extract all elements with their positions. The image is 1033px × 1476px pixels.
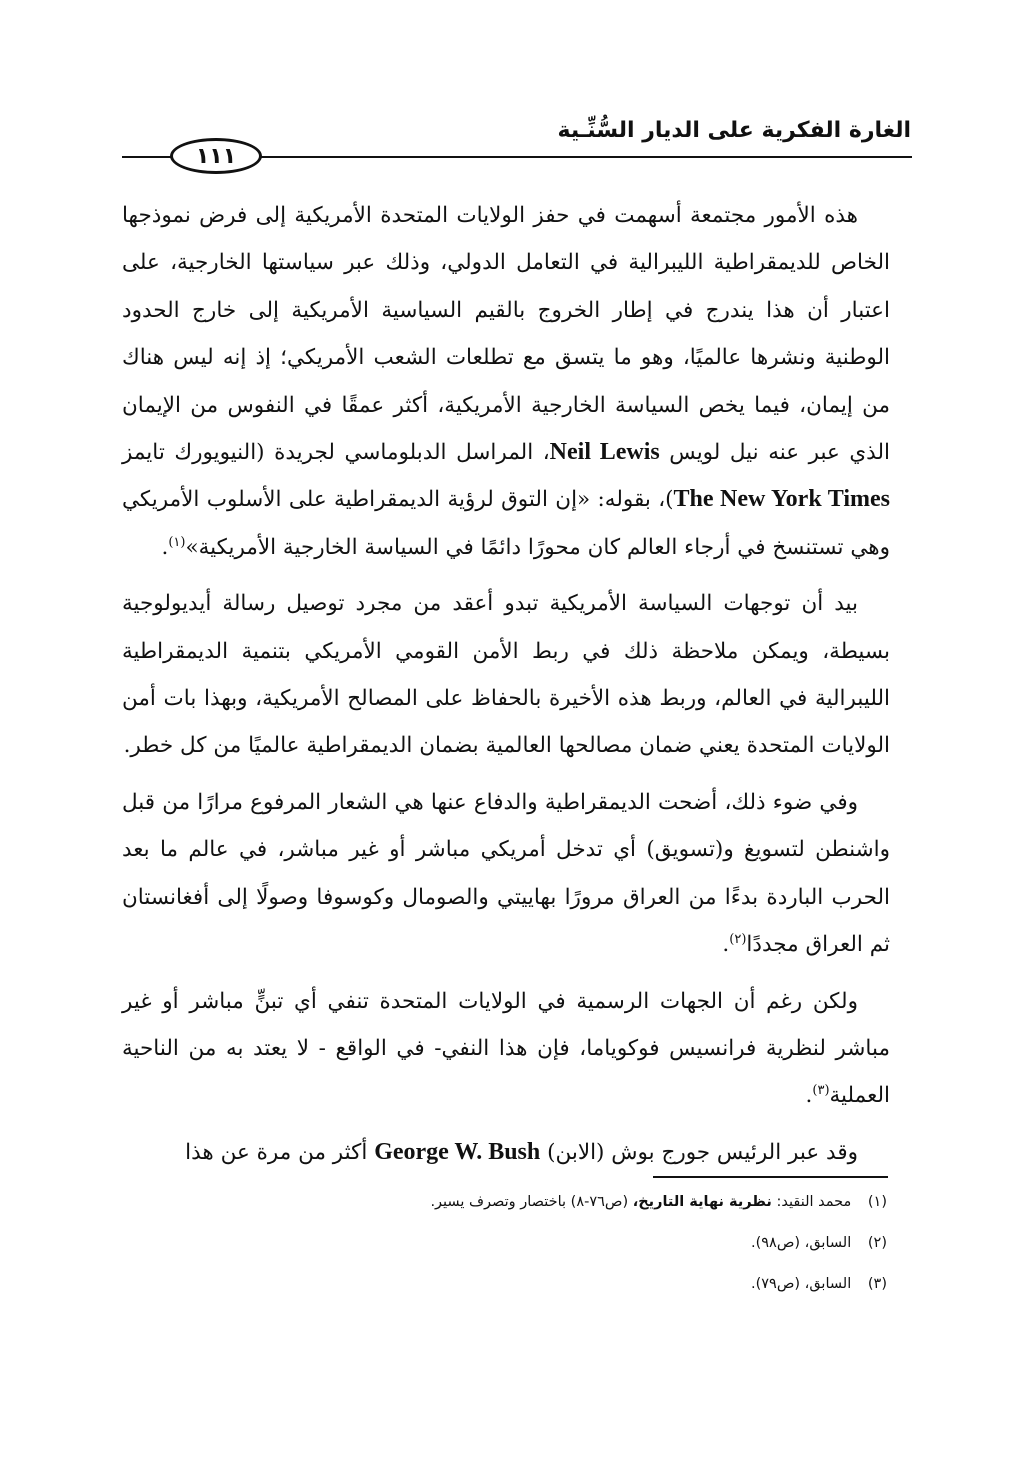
- footnote-text: (ص٧٦-٨) باختصار وتصرف يسير.: [430, 1194, 629, 1210]
- paragraph-4-end: .: [805, 1083, 813, 1109]
- body-text: [122, 192, 890, 1176]
- footnote-ref-2[interactable]: (٢): [729, 931, 747, 947]
- footnote-2: [127, 1233, 887, 1253]
- footnote-author: محمد النقيد:: [776, 1194, 852, 1210]
- paragraph-2: بيد أن توجهات السياسة الأمريكية تبدو أعقد من مجرد توصيل رسالة أيديولوجية بسيطة، ويمكن ملاحظة ذلك في ربط الأمن القومي الأمريكي بتنمية الديمقراطية الليبرالية في العالم، وربط هذه الأخيرة بالحفاظ على المصالح الأمريكية، وبهذا بات أمن الولايات المتحدة يعني ضمان مصالحها العالمية بضمان الديمقراطية عالميًا من كل خطر.: [122, 591, 890, 759]
- footnote-number: (١): [867, 1194, 887, 1210]
- paragraph-5: [122, 1129, 890, 1176]
- footnote-3: [127, 1274, 887, 1294]
- footnote-number: (٢): [867, 1235, 887, 1251]
- paragraph-1-end: .: [161, 534, 169, 560]
- footnote-book-title: نظرية نهاية التاريخ،: [632, 1194, 772, 1210]
- footnote-number: (٣): [867, 1276, 887, 1292]
- footnotes: [127, 1192, 887, 1315]
- paragraph-1: [122, 192, 890, 571]
- footnote-ref-1[interactable]: (١): [168, 534, 186, 550]
- running-title: الغارة الفكرية على الديار السُّنِّـية: [557, 118, 911, 143]
- footnote-1: [127, 1192, 887, 1212]
- paragraph-3-end: .: [722, 932, 730, 958]
- latin-name-bush: George W. Bush: [374, 1138, 541, 1165]
- footnote-rule: [653, 1176, 888, 1178]
- paragraph-3: [122, 779, 890, 969]
- paragraph-5-text: وقد عبر الرئيس جورج بوش (الابن): [547, 1139, 858, 1165]
- paragraph-1-text-3: )، بقوله: «إن التوق لرؤية الديمقراطية على الأسلوب الأمريكي وهي تستنسخ في أرجاء العالم كان محورًا دائمًا في السياسة الخارجية الأمريكية»: [122, 487, 890, 560]
- footnote-text: السابق، (ص٩٨).: [750, 1235, 852, 1251]
- page-number-badge: ١١١: [170, 138, 262, 174]
- paragraph-4-text: ولكن رغم أن الجهات الرسمية في الولايات المتحدة تنفي أي تبنٍّ مباشر أو غير مباشر لنظرية فرانسيس فوكوياما، فإن هذا النفي- في الواقع - لا يعتد به من الناحية العملية: [122, 988, 890, 1109]
- paragraph-1-text: هذه الأمور مجتمعة أسهمت في حفز الولايات المتحدة الأمريكية إلى فرض نموذجها الخاص للديمقراطية الليبرالية في التعامل الدولي، وذلك عبر سياستها الخارجية، على اعتبار أن هذا يندرج في إطار الخروج بالقيم السياسية الأمريكية إلى خارج الحدود الوطنية ونشرها عالميًا، وهو ما يتسق مع تطلعات الشعب الأمريكي؛ إذ إنه ليس هناك من إيمان، فيما يخص السياسة الخارجية الأمريكية، أكثر عمقًا في النفوس من الإيمان الذي عبر عنه نيل لويس: [122, 203, 890, 466]
- paragraph-5-text-2: أكثر من مرة عن هذا: [185, 1139, 368, 1165]
- latin-name-nyt: The New York Times: [673, 486, 890, 513]
- paragraph-3-text: وفي ضوء ذلك، أضحت الديمقراطية والدفاع عنها هي الشعار المرفوع مرارًا من قبل واشنطن لتسويغ و(تسويق) أي تدخل أمريكي مباشر أو غير مباشر، في عالم ما بعد الحرب الباردة بدءًا من العراق مرورًا بهاييتي والصومال وكوسوفا وصولًا إلى أفغانستان ثم العراق مجددًا: [122, 789, 890, 958]
- latin-name-neil-lewis: Neil Lewis: [549, 439, 660, 466]
- footnote-ref-3[interactable]: (٣): [812, 1083, 830, 1099]
- footnote-text: السابق، (ص٧٩).: [750, 1276, 852, 1292]
- paragraph-1-text-2: ، المراسل الدبلوماسي لجريدة (النيويورك تايمز: [122, 440, 550, 466]
- paragraph-4: [122, 978, 890, 1120]
